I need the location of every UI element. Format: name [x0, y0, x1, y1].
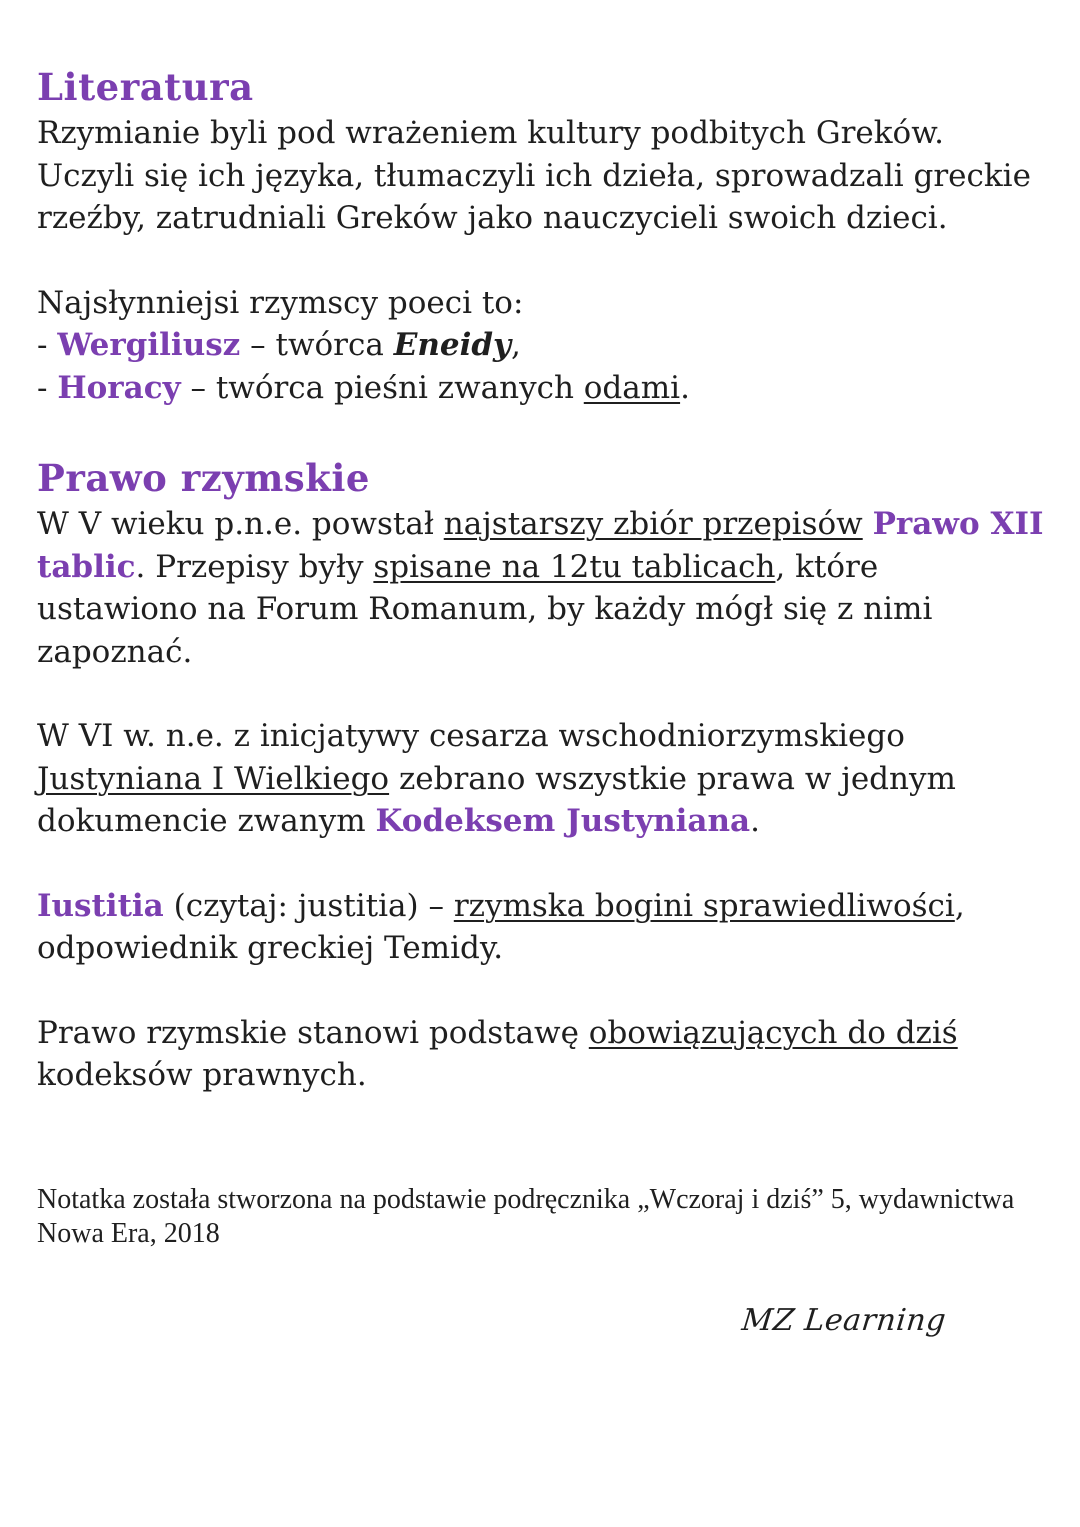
poet-item-wergiliusz — [37, 324, 1047, 367]
spacer — [37, 673, 1047, 715]
text-run: . — [750, 803, 760, 839]
underlined-phrase: rzymska bogini sprawiedliwości — [453, 887, 955, 924]
text-run: . Przepisy były — [135, 548, 374, 585]
highlight-term: Kodeksem Justyniana — [375, 803, 751, 839]
text-run: zebrano wszystkie prawa w jednym dokumencie zwanym — [37, 760, 956, 839]
prawo-paragraph-1 — [37, 503, 1047, 673]
spacer — [37, 1097, 1047, 1183]
text-run: , odpowiednik greckiej Temidy. — [37, 887, 965, 966]
note-page — [37, 62, 1047, 1251]
prawo-paragraph-4 — [37, 1012, 1047, 1097]
heading-prawo-rzymskie: Prawo rzymskie — [37, 456, 370, 500]
spacer — [37, 240, 1047, 282]
poet-dash: - — [37, 327, 58, 363]
highlight-term: Prawo XII tablic — [37, 506, 1044, 585]
text-run: (czytaj: justitia) – — [163, 887, 454, 924]
text-run: , które ustawiono na Forum Romanum, by każdy mógł się z nimi zapoznać. — [37, 548, 933, 670]
poet-work: odami — [583, 369, 681, 406]
poet-end: . — [680, 369, 690, 406]
text-run — [863, 506, 873, 542]
text-run: W VI w. n.e. z inicjatywy cesarza wschodniorzymskiego — [37, 718, 905, 754]
text-run: Prawo rzymskie stanowi podstawę — [37, 1014, 589, 1051]
signature: MZ Learning — [740, 1303, 948, 1338]
poet-separator: – twórca pieśni zwanych — [180, 369, 584, 406]
prawo-paragraph-3 — [37, 885, 1047, 970]
literatura-intro: Rzymianie byli pod wrażeniem kultury podbitych Greków. Uczyli się ich języka, tłumaczyli ich dzieła, sprowadzali greckie rzeźby, zatrudniali Greków jako nauczycieli swoich dzieci. — [37, 115, 1031, 236]
poet-name: Wergiliusz — [57, 327, 241, 363]
poets-intro: Najsłynniejsi rzymscy poeci to: — [37, 284, 524, 321]
spacer — [37, 843, 1047, 885]
poet-name: Horacy — [57, 369, 181, 406]
source-note: Notatka została stworzona na podstawie podręcznika „Wczoraj i dziś” 5, wydawnictwa Nowa Era, 2018 — [37, 1183, 1015, 1249]
heading-literatura: Literatura — [37, 65, 254, 109]
poet-item-horacy — [37, 367, 1047, 410]
highlight-term: Iustitia — [37, 887, 164, 924]
poet-separator: – twórca — [240, 327, 394, 363]
underlined-phrase: spisane na 12tu tablicach — [373, 548, 776, 585]
poet-end: , — [511, 327, 521, 363]
spacer — [37, 970, 1047, 1012]
spacer — [37, 409, 1047, 453]
underlined-phrase: obowiązujących do dziś — [588, 1014, 958, 1051]
underlined-phrase: najstarszy zbiór przepisów — [443, 506, 863, 542]
text-run: kodeksów prawnych. — [37, 1057, 367, 1093]
text-run: W V wieku p.n.e. powstał — [37, 506, 444, 542]
prawo-paragraph-2 — [37, 715, 1047, 843]
poet-work: Eneidy — [393, 327, 512, 363]
poet-dash: - — [37, 369, 58, 406]
underlined-phrase: Justyniana I Wielkiego — [37, 760, 390, 797]
